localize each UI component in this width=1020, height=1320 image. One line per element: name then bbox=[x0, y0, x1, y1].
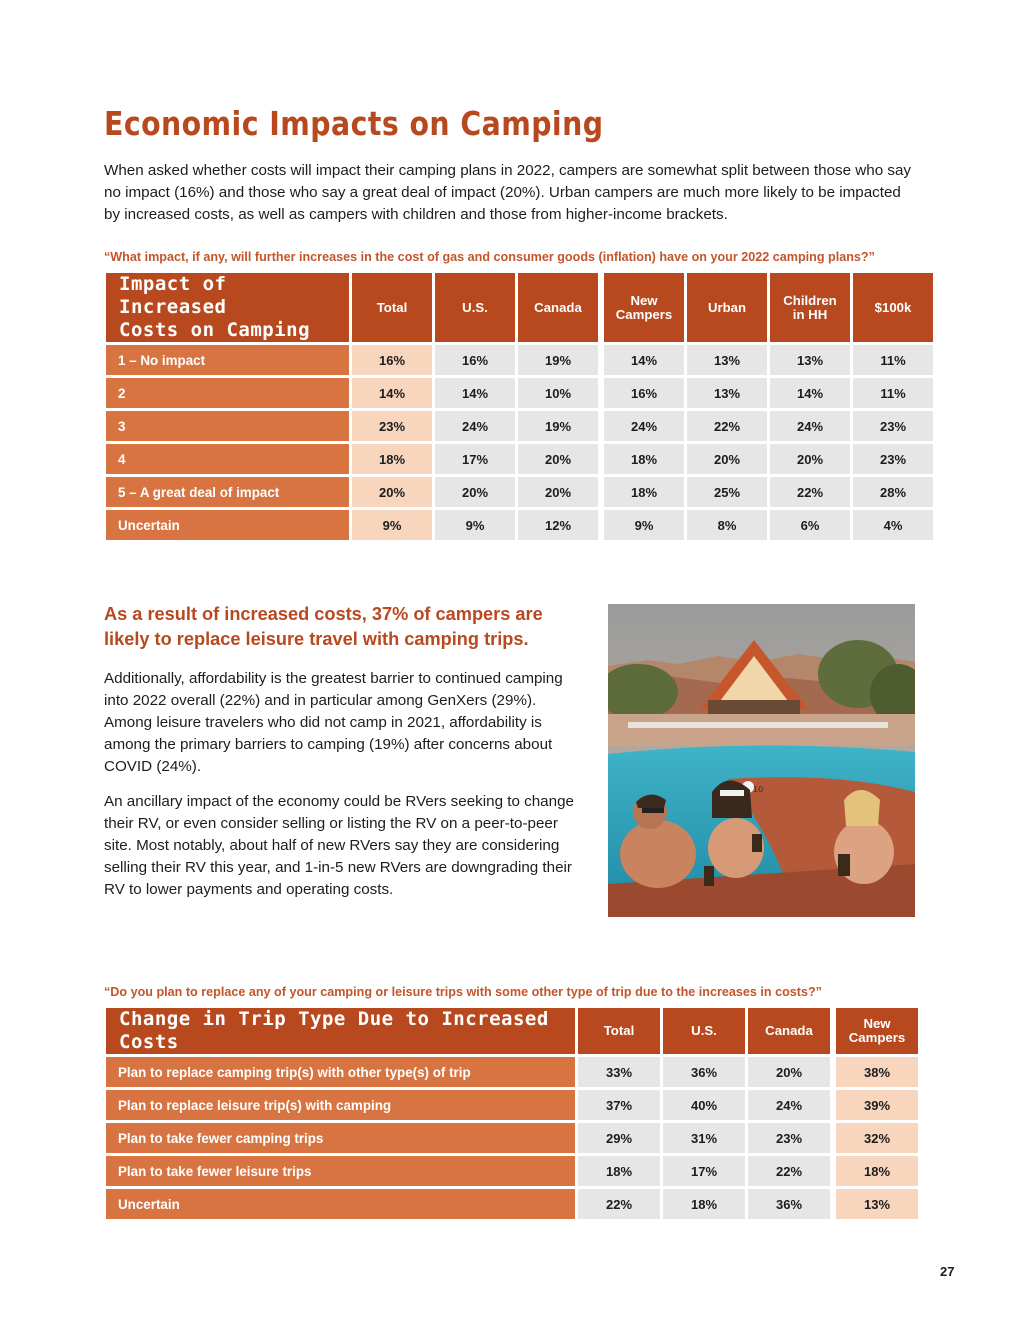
table-cell: 29% bbox=[578, 1123, 660, 1153]
row-label: 5 – A great deal of impact bbox=[106, 477, 349, 507]
table-cell: 13% bbox=[770, 345, 850, 375]
table-cell: 17% bbox=[663, 1156, 745, 1186]
table-cell: 24% bbox=[748, 1090, 830, 1120]
section-heading: As a result of increased costs, 37% of campers are likely to replace leisure travel with camping trips. bbox=[104, 604, 543, 649]
table-cell: 13% bbox=[687, 378, 767, 408]
table-cell: 18% bbox=[836, 1156, 918, 1186]
table-cell: 33% bbox=[578, 1057, 660, 1087]
table-cell: 20% bbox=[748, 1057, 830, 1087]
body-paragraph: An ancillary impact of the economy could be RVers seeking to change their RV, or even consider selling or listing the RV on a peer-to-peer site. Most notably, about half of new RVers say they are considering selling their RV this year, and 1-in-5 new RVers are downgrading their RV to lower payments and operating costs. bbox=[104, 793, 574, 898]
table-cell: 14% bbox=[604, 345, 684, 375]
table-cell: 20% bbox=[687, 444, 767, 474]
table-cell: 32% bbox=[836, 1123, 918, 1153]
row-label: 1 – No impact bbox=[106, 345, 349, 375]
table-row bbox=[106, 444, 933, 474]
column-header: Total bbox=[352, 273, 432, 342]
table-cell: 16% bbox=[352, 345, 432, 375]
table-row bbox=[106, 1189, 918, 1219]
table-row bbox=[106, 1123, 918, 1153]
table-cell: 14% bbox=[352, 378, 432, 408]
table-cell: 19% bbox=[518, 345, 598, 375]
table-cell: 20% bbox=[518, 477, 598, 507]
row-label: 4 bbox=[106, 444, 349, 474]
row-label: Uncertain bbox=[106, 1189, 575, 1219]
trip-type-table bbox=[103, 1005, 921, 1222]
table-cell: 10% bbox=[518, 378, 598, 408]
table-row bbox=[106, 1090, 918, 1120]
table-cell: 37% bbox=[578, 1090, 660, 1120]
table-cell: 8% bbox=[687, 510, 767, 540]
column-header: Urban bbox=[687, 273, 767, 342]
table-row bbox=[106, 1057, 918, 1087]
column-header-text: New Campers bbox=[615, 292, 673, 322]
table-cell: 23% bbox=[748, 1123, 830, 1153]
table-cell: 23% bbox=[853, 444, 933, 474]
table-cell: 20% bbox=[770, 444, 850, 474]
table-cell: 19% bbox=[518, 411, 598, 441]
table-cell: 25% bbox=[687, 477, 767, 507]
column-header: $100k bbox=[853, 273, 933, 342]
column-header: Canada bbox=[518, 273, 598, 342]
table-cell: 39% bbox=[836, 1090, 918, 1120]
table-cell: 23% bbox=[352, 411, 432, 441]
row-label: Plan to take fewer camping trips bbox=[106, 1123, 575, 1153]
table-title: Change in Trip Type Due to Increased Costs bbox=[106, 1008, 575, 1054]
impact-table bbox=[103, 270, 936, 543]
row-label: 2 bbox=[106, 378, 349, 408]
table-cell: 12% bbox=[518, 510, 598, 540]
table-cell: 40% bbox=[663, 1090, 745, 1120]
table-cell: 38% bbox=[836, 1057, 918, 1087]
table-cell: 22% bbox=[578, 1189, 660, 1219]
table-cell: 9% bbox=[352, 510, 432, 540]
table-cell: 18% bbox=[578, 1156, 660, 1186]
table-cell: 17% bbox=[435, 444, 515, 474]
table-cell: 13% bbox=[687, 345, 767, 375]
table-cell: 9% bbox=[435, 510, 515, 540]
pool-photo bbox=[608, 604, 915, 917]
table-cell: 22% bbox=[748, 1156, 830, 1186]
column-header: U.S. bbox=[663, 1008, 745, 1054]
table-title-line: Costs on Camping bbox=[119, 319, 311, 341]
table-cell: 14% bbox=[770, 378, 850, 408]
table-cell: 16% bbox=[604, 378, 684, 408]
table-cell: 4% bbox=[853, 510, 933, 540]
page-number: 27 bbox=[940, 1264, 955, 1279]
table-row bbox=[106, 477, 933, 507]
table-cell: 20% bbox=[352, 477, 432, 507]
page-title: Economic Impacts on Camping bbox=[104, 104, 604, 143]
pool-photo-illustration bbox=[608, 604, 915, 917]
row-label: Plan to take fewer leisure trips bbox=[106, 1156, 575, 1186]
table-cell: 23% bbox=[853, 411, 933, 441]
table-row bbox=[106, 510, 933, 540]
table-row bbox=[106, 378, 933, 408]
column-header: Canada bbox=[748, 1008, 830, 1054]
table-cell: 6% bbox=[770, 510, 850, 540]
table-cell: 20% bbox=[435, 477, 515, 507]
table-cell: 18% bbox=[604, 477, 684, 507]
body-paragraph: Additionally, affordability is the greatest barrier to continued camping into 2022 overall (22%) and in particular among GenXers (29%). Among leisure travelers who did not camp in 2021, affordability is among the primary barriers to camping (19%) after concerns about COVID (24%). bbox=[104, 670, 563, 775]
table-cell: 18% bbox=[352, 444, 432, 474]
table-cell: 24% bbox=[770, 411, 850, 441]
table-cell: 36% bbox=[748, 1189, 830, 1219]
column-header bbox=[604, 273, 684, 342]
column-header bbox=[770, 273, 850, 342]
table-cell: 31% bbox=[663, 1123, 745, 1153]
table-header-row bbox=[106, 1008, 918, 1054]
table-header-row bbox=[106, 273, 933, 342]
table-row bbox=[106, 1156, 918, 1186]
intro-paragraph: When asked whether costs will impact their camping plans in 2022, campers are somewhat split between those who say no impact (16%) and those who say a great deal of impact (20%). Urban campers are much more likely to be impacted by increased costs, as well as campers with children and those from higher-income brackets. bbox=[104, 162, 912, 223]
table-cell: 18% bbox=[663, 1189, 745, 1219]
table-row bbox=[106, 345, 933, 375]
row-label: 3 bbox=[106, 411, 349, 441]
survey-question-1: “What impact, if any, will further increases in the cost of gas and consumer goods (inflation) have on your 2022 camping plans?” bbox=[104, 250, 875, 264]
column-header-text: New Campers bbox=[848, 1016, 906, 1045]
table-cell: 13% bbox=[836, 1189, 918, 1219]
table-cell: 11% bbox=[853, 345, 933, 375]
column-header-text: Children in HH bbox=[783, 292, 837, 322]
column-header: U.S. bbox=[435, 273, 515, 342]
row-label: Uncertain bbox=[106, 510, 349, 540]
table-cell: 11% bbox=[853, 378, 933, 408]
table-cell: 36% bbox=[663, 1057, 745, 1087]
table-cell: 16% bbox=[435, 345, 515, 375]
column-header: Total bbox=[578, 1008, 660, 1054]
survey-question-2: “Do you plan to replace any of your camping or leisure trips with some other type of trip due to the increases in costs?” bbox=[104, 985, 822, 999]
table-title-line: Impact of Increased bbox=[119, 273, 227, 318]
table-cell: 22% bbox=[770, 477, 850, 507]
table-row bbox=[106, 411, 933, 441]
column-header bbox=[836, 1008, 918, 1054]
table-cell: 20% bbox=[518, 444, 598, 474]
table-cell: 9% bbox=[604, 510, 684, 540]
row-label: Plan to replace camping trip(s) with other type(s) of trip bbox=[106, 1057, 575, 1087]
table-cell: 24% bbox=[435, 411, 515, 441]
table-cell: 22% bbox=[687, 411, 767, 441]
table-cell: 14% bbox=[435, 378, 515, 408]
table-cell: 24% bbox=[604, 411, 684, 441]
table-cell: 28% bbox=[853, 477, 933, 507]
row-label: Plan to replace leisure trip(s) with camping bbox=[106, 1090, 575, 1120]
table-cell: 18% bbox=[604, 444, 684, 474]
table-title bbox=[106, 273, 349, 342]
pool-depth-sign: 10 bbox=[753, 785, 764, 794]
